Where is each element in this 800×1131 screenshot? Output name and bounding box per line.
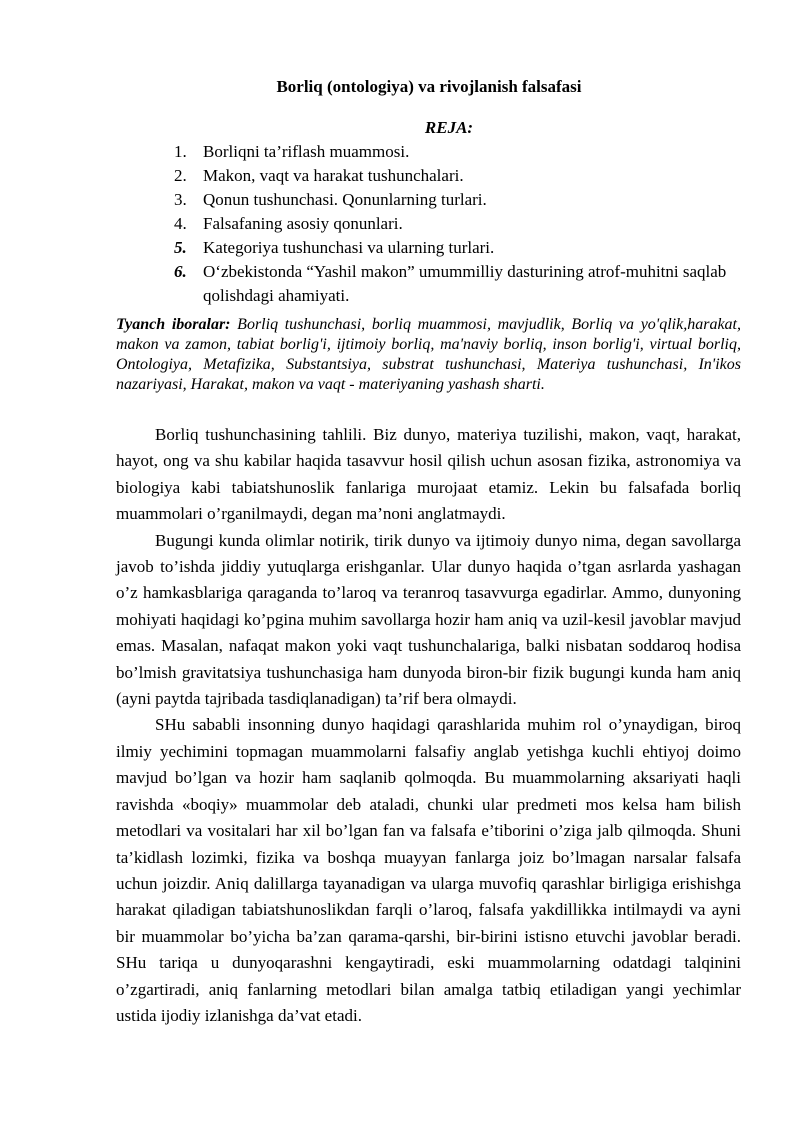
plan-item-text: Qonun tushunchasi. Qonunlarning turlari. (203, 190, 487, 209)
paragraph: SHu sababli insonning dunyo haqidagi qarashlarida muhim rol o’ynaydigan, biroq ilmiy yechimini topmagan muammolarni falsafiy anglab yetishga kuchli ehtiyoj doimo mavjud bo’lgan va hozir ham saqlanib qolmoqda. Bu muammolarning aksariyati haqli ravishda «boqiy» muammolar deb ataladi, chunki ular predmeti mos kelsa ham bilish metodlari va vositalari har xil bo’lgan fan va falsafa e’tiborini o’ziga jalb qilmoqda. Shuni ta’kidlash lozimki, fizika va boshqa muayyan fanlarga joiz bo’lmagan narsalar falsafa uchun joizdir. Aniq dalillarga tayanadigan va ularga muvofiq qarashlar birligiga erishishga harakat qiladigan tabiatshunoslikdan farqli o’laroq, falsafa yakdillikka intilmaydi va ayni bir muammolar bo’yicha ba’zan qarama-qarshi, bir-birini istisno etuvchi javoblar beradi. SHu tariqa u dunyoqarashni kengaytiradi, eski muammolarning odatdagi talqinini o’zgartiradi, aniq fanlarning metodlari bilan amalga tatbiq etiladigan yangi yechimlar ustida ijodiy izlanishga da’vat etadi. (116, 715, 741, 1025)
plan-item-text: Makon, vaqt va harakat tushunchalari. (203, 166, 464, 185)
paragraph: Borliq tushunchasining tahlili. Biz dunyo, materiya tuzilishi, makon, vaqt, harakat, hayot, ong va shu kabilar haqida tasavvur hosil qilish uchun asosan fizika, astronomiya va biologiya kabi tabiatshunoslik fanlariga murojaat etamiz. Lekin bu falsafada borliq muammolari o’rganilmaydi, degan ma’noni anglatmaydi. (116, 425, 741, 524)
plan-heading: REJA: (424, 118, 474, 137)
plan-item (174, 188, 744, 212)
paragraph: Bugungi kunda olimlar notirik, tirik dunyo va ijtimoiy dunyo nima, degan savollarga javob to’ishda jiddiy yutuqlarga erishganlar. Ular dunyo haqida o’tgan asrlarda yashagan o’z hamkasblariga qaraganda to’laroq va teranroq tasavvurga egadirlar. Ammo, dunyoning mohiyati haqidagi ko’pgina muhim savollarga hozir ham aniq va uzil-kesil javoblar mavjud emas. Masalan, nafaqat makon yoki vaqt tushunchalariga, balki nisbatan soddaroq hodisa bo’lmish gravitatsiya tushunchasiga ham dunyoda biron-bir fizik bugungi kunda ham aniq (ayni paytda tajribada tasdiqlanadigan) ta’rif bera olmaydi. (116, 530, 741, 709)
plan-item-number: 3. (174, 190, 187, 209)
keywords-text: Borliq tushunchasi, borliq muammosi, mavjudlik, Borliq va yo'qlik,harakat, makon va zamon, tabiat borlig'i, ijtimoiy borliq, ma'naviy borliq, inson borlig'i, virtual borliq, Ontologiya, Metafizika, Substantsiya, substrat tushunchasi, Materiya tushunchasi, In'ikos nazariyasi, Harakat, makon va vaqt - materiyaning yashash sharti. (116, 316, 741, 393)
keywords-block (116, 315, 741, 395)
plan-item (174, 140, 744, 164)
plan-item-number: 4. (174, 214, 187, 233)
body-text (116, 422, 741, 1029)
plan-item (174, 164, 744, 188)
plan-item-number: 5. (174, 238, 187, 257)
plan-item-number: 6. (174, 262, 187, 281)
plan-list (174, 140, 744, 308)
document-title: Borliq (ontologiya) va rivojlanish falsafasi (276, 77, 582, 96)
plan-item (174, 212, 744, 236)
plan-item-text: Falsafaning asosiy qonunlari. (203, 214, 403, 233)
plan-item-text: Borliqni ta’riflash muammosi. (203, 142, 410, 161)
plan-item (174, 260, 744, 308)
plan-item (174, 236, 744, 260)
plan-item-text: O‘zbekistonda “Yashil makon” umummilliy dasturining atrof-muhitni saqlab qolishdagi ahamiyati. (203, 262, 727, 305)
plan-item-number: 2. (174, 166, 187, 185)
plan-item-text: Kategoriya tushunchasi va ularning turlari. (203, 238, 495, 257)
keywords-label: Tyanch iboralar: (116, 316, 231, 333)
plan-item-number: 1. (174, 142, 187, 161)
